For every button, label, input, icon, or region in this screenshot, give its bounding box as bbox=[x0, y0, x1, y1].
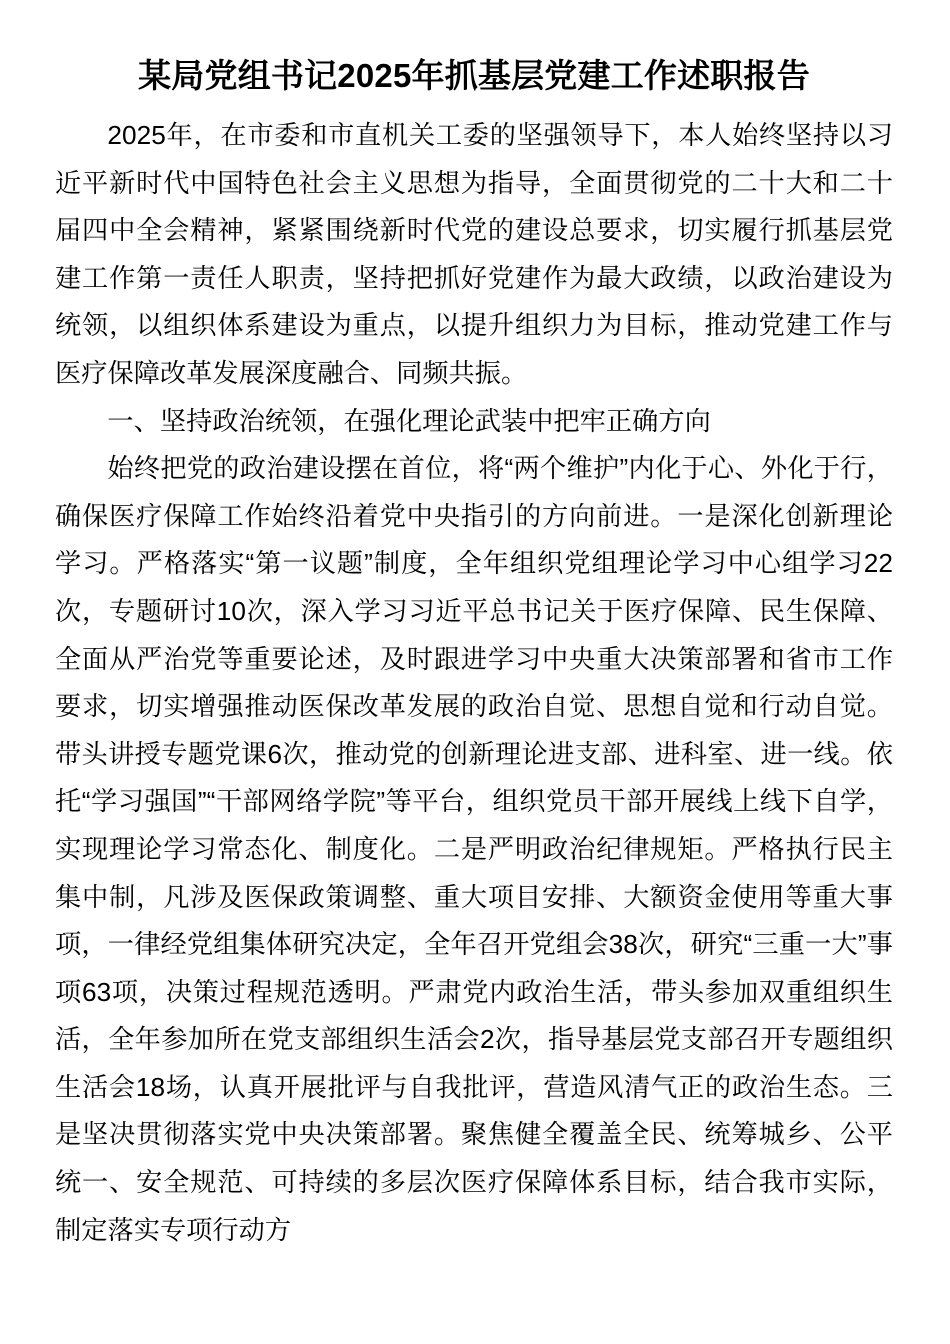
page-title: 某局党组书记2025年抓基层党建工作述职报告 bbox=[138, 57, 810, 94]
section-one-body: 始终把党的政治建设摆在首位，将“两个维护”内化于心、外化于行，确保医疗保障工作始终沿着党中央指引的方向前进。一是深化创新理论学习。严格落实“第一议题”制度，全年组织党组理论学习中心组学习22次，专题研讨10次，深入学习习近平总书记关于医疗保障、民生保障、全面从严治党等重要论述，及时跟进学习中央重大决策部署和省市工作要求，切实增强推动医保改革发展的政治自觉、思想自觉和行动自觉。带头讲授专题党课6次，推动党的创新理论进支部、进科室、进一线。依托“学习强国”“干部网络学院”等平台，组织党员干部开展线上线下自学，实现理论学习常态化、制度化。二是严明政治纪律规矩。严格执行民主集中制，凡涉及医保政策调整、重大项目安排、大额资金使用等重大事项，一律经党组集体研究决定，全年召开党组会38次，研究“三重一大”事项63项，决策过程规范透明。严肃党内政治生活，带头参加双重组织生活，全年参加所在党支部组织生活会2次，指导基层党支部召开专题组织生活会18场，认真开展批评与自我批评，营造风清气正的政治生态。三是坚决贯彻落实党中央决策部署。聚焦健全覆盖全民、统筹城乡、公平统一、安全规范、可持续的多层次医疗保障体系目标，结合我市实际，制定落实专项行动方 bbox=[55, 453, 893, 1245]
document-body bbox=[55, 52, 893, 1254]
section-heading-one: 一、坚持政治统领，在强化理论武装中把牢正确方向 bbox=[107, 405, 711, 436]
opening-paragraph: 2025年，在市委和市直机关工委的坚强领导下，本人始终坚持以习近平新时代中国特色社会主义思想为指导，全面贯彻党的二十大和二十届四中全会精神，紧紧围绕新时代党的建设总要求，切实履行抓基层党建工作第一责任人职责，坚持把抓好党建作为最大政绩，以政治建设为统领，以组织体系建设为重点，以提升组织力为目标，推动党建工作与医疗保障改革发展深度融合、同频共振。 bbox=[55, 120, 893, 388]
